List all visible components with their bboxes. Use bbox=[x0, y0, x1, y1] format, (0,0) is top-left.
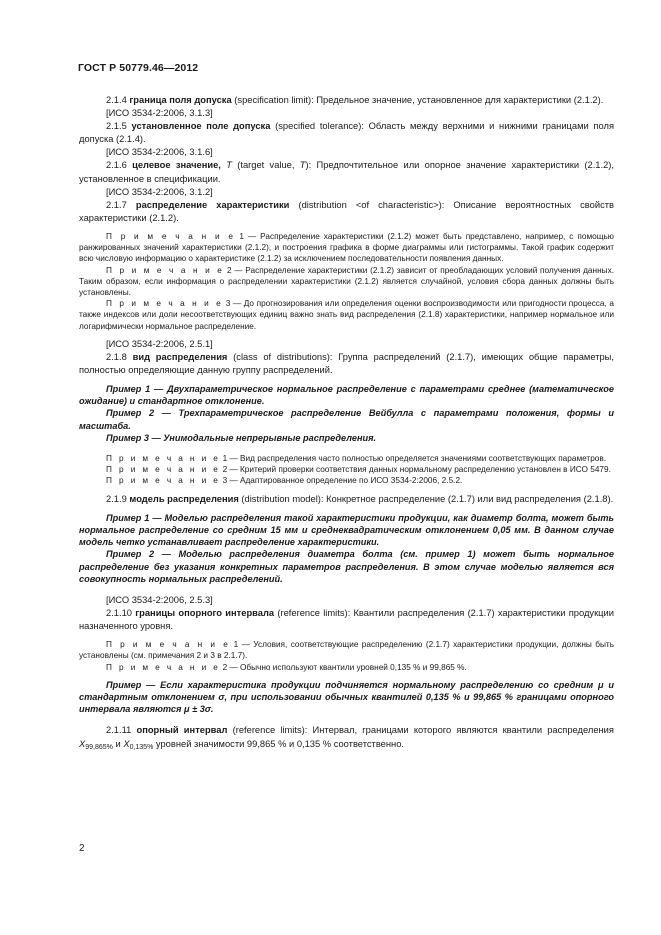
document-header: ГОСТ Р 50779.46—2012 bbox=[78, 62, 199, 74]
example-2: Пример 2 — Трехпараметрическое распределение Вейбулла с параметрами положения, формы и масштаба. bbox=[79, 408, 614, 431]
source-reference: [ИСО 3534-2:2006, 3.1.3] bbox=[106, 108, 213, 119]
note-label: П р и м е ч а н и е bbox=[106, 299, 224, 309]
clause-number: 2.1.8 bbox=[106, 351, 127, 362]
note-text: 2 — Обычно используют квантили уровней 0,135 % и 99,865 %. bbox=[222, 662, 467, 672]
example-1: Пример 1 — Двухпараметрическое нормальное распределение с параметрами среднее (математическое ожидание) и стандартное отклонение. bbox=[79, 384, 614, 407]
source-reference: [ИСО 3534-2:2006, 2.5.1] bbox=[106, 338, 213, 349]
definition-text: (target value, bbox=[237, 160, 295, 171]
definition-text: (reference limits): Квантили распределения (2.1.7) характеристики продукции назначенного уровня. bbox=[79, 608, 614, 632]
note-1 bbox=[79, 453, 614, 464]
clause-number: 2.1.7 bbox=[106, 199, 127, 210]
term: вид распределения bbox=[132, 351, 228, 362]
formula: μ ± 3σ. bbox=[184, 704, 214, 715]
clause-number: 2.1.9 bbox=[106, 493, 127, 504]
definition-text: и bbox=[115, 738, 121, 749]
clause-number: 2.1.10 bbox=[106, 608, 132, 619]
definition-text: ): Предпочтительное или опорное значение характеристики (2.1.2), установленное в спецификации. bbox=[79, 160, 614, 184]
symbol-sigma: σ bbox=[218, 692, 225, 703]
note-text: 2 — Критерий проверки соответствия данных нормальному распределению установлен в ИСО 5479. bbox=[222, 465, 611, 475]
term: целевое значение, bbox=[132, 160, 221, 171]
definition-text: (distribution model): Конкретное распределение (2.1.7) или вид распределения (2.1.8). bbox=[241, 493, 614, 504]
note-1 bbox=[79, 639, 614, 661]
note-text: 1 — Вид распределения часто полностью определяется значениями соответствующих параметров. bbox=[222, 454, 607, 464]
definition-text: уровней значимости 99,865 % и 0,135 % соответственно. bbox=[155, 738, 404, 749]
term: опорный интервал bbox=[136, 725, 228, 736]
example bbox=[79, 679, 614, 716]
symbol-mu: μ bbox=[598, 679, 604, 690]
note-text: 2 — Распределение характеристики (2.1.2) зависит от преобладающих условий получения данных. Таким образом, если информация о распределении характеристики (2.1.2) является случайной, условия сбора данных должны быть установлены. bbox=[79, 265, 614, 297]
note-label: П р и м е ч а н и е bbox=[106, 265, 225, 275]
note-text: 3 — До прогнозирования или определения оценки воспроизводимости или пригодности процесса, а также индексов или доли несоответствующих единиц важно знать вид распределения (2.1.8) характеристики, например нормальное или логарифмически нормальное распределение. bbox=[79, 299, 614, 331]
definition-2-1-10 bbox=[79, 607, 614, 633]
definition-text: (specification limit): Предельное значение, установленное для характеристики (2.1.2). bbox=[234, 95, 604, 105]
note-2 bbox=[79, 464, 614, 475]
example-text: Пример — Если характеристика продукции подчиняется нормальному распределению со средним bbox=[106, 679, 594, 690]
clause-number: 2.1.5 bbox=[106, 121, 127, 132]
note-3 bbox=[79, 475, 614, 486]
symbol-x: X bbox=[123, 738, 130, 749]
subscript: 99,865% bbox=[85, 743, 113, 751]
example-text: и стандартным отклонением bbox=[79, 679, 614, 703]
definition-2-1-8 bbox=[79, 351, 614, 377]
definition-2-1-6 bbox=[79, 159, 614, 185]
note-label: П р и м е ч а н и е bbox=[106, 476, 221, 486]
example-2: Пример 2 — Моделью распределения диаметра болта (см. пример 1) может быть нормальное распределение без указания конкретных параметров распределения. В этом случае моделью является вся совокупность нормальных распределений. bbox=[79, 549, 614, 584]
page-number: 2 bbox=[79, 843, 85, 854]
definition-text: (class of distributions): Группа распределений (2.1.7), имеющих общие параметры, полностью определяющие данную группу распределений. bbox=[79, 351, 614, 375]
term: распределение характеристики bbox=[135, 199, 290, 210]
note-2 bbox=[79, 662, 614, 673]
definition-2-1-11 bbox=[79, 724, 614, 750]
note-label: П р и м е ч а н и е bbox=[106, 640, 231, 650]
note-label: П р и м е ч а н и е bbox=[106, 465, 221, 475]
note-label: П р и м е ч а н и е bbox=[106, 454, 221, 464]
term: установленное поле допуска bbox=[131, 121, 271, 132]
subscript: 0,135% bbox=[129, 743, 154, 751]
note-text: 1 — Распределение характеристики (2.1.2) может быть представлено, например, с помощью ранжированных значений характеристики (2.1.2), и построения графика в форме диаграммы или гистограммы. Такой график содержит всю числовую информацию о характеристике (2.1.2) за исключением последовательности появления данных. bbox=[79, 231, 614, 264]
source-reference: [ИСО 3534-2:2006, 3.1.6] bbox=[106, 147, 213, 158]
definition-text: (specified tolerance): Область между верхними и нижними границами поля допуска (2.1.4). bbox=[79, 121, 614, 145]
symbol: T bbox=[226, 160, 232, 171]
document-body bbox=[79, 94, 614, 751]
note-1 bbox=[79, 231, 614, 265]
definition-2-1-4 bbox=[79, 94, 614, 107]
definition-text: (distribution <of characteristic>): Описание вероятностных свойств характеристики (2.1.2). bbox=[79, 199, 614, 223]
example-3: Пример 3 — Унимодальные непрерывные распределения. bbox=[106, 432, 377, 443]
note-label: П р и м е ч а н и е bbox=[106, 231, 236, 241]
example-text: , при использовании обычных квантилей 0,135 % и 99,865 % границами опорного интервала являются bbox=[79, 692, 614, 715]
definition-2-1-5 bbox=[79, 120, 614, 146]
note-text: 1 — Условия, соответствующие распределению (2.1.7) характеристики продукции, должны быть установлены (см. примечания 2 и 3 в 2.1.7). bbox=[79, 640, 614, 661]
clause-number: 2.1.11 bbox=[106, 725, 132, 736]
source-reference: [ИСО 3534-2:2006, 3.1.2] bbox=[106, 186, 213, 197]
term: модель распределения bbox=[129, 493, 239, 504]
definition-2-1-7 bbox=[79, 199, 614, 225]
note-2 bbox=[79, 265, 614, 299]
term: граница поля допуска bbox=[129, 95, 232, 105]
note-3 bbox=[79, 298, 614, 332]
definition-text: (reference limits): Интервал, границами которого являются квантили распределения bbox=[232, 725, 614, 736]
clause-number: 2.1.6 bbox=[106, 160, 127, 171]
source-reference: [ИСО 3534-2:2006, 2.5.3] bbox=[106, 594, 213, 605]
term: границы опорного интервала bbox=[135, 608, 275, 619]
clause-number: 2.1.4 bbox=[106, 95, 127, 105]
symbol-x: X bbox=[79, 738, 86, 749]
note-text: 3 — Адаптированное определение по ИСО 3534-2:2006, 2.5.2. bbox=[222, 476, 463, 486]
example-1: Пример 1 — Моделью распределения такой характеристики продукции, как диаметр болта, может быть нормальное распределение со средним 15 мм и среднеквадратическим отклонением 0,05 мм. В данном случае модель четко устанавливает распределение характеристики. bbox=[79, 512, 614, 548]
symbol: T bbox=[299, 160, 306, 171]
definition-2-1-9 bbox=[79, 493, 614, 506]
note-label: П р и м е ч а н и е bbox=[106, 662, 221, 672]
